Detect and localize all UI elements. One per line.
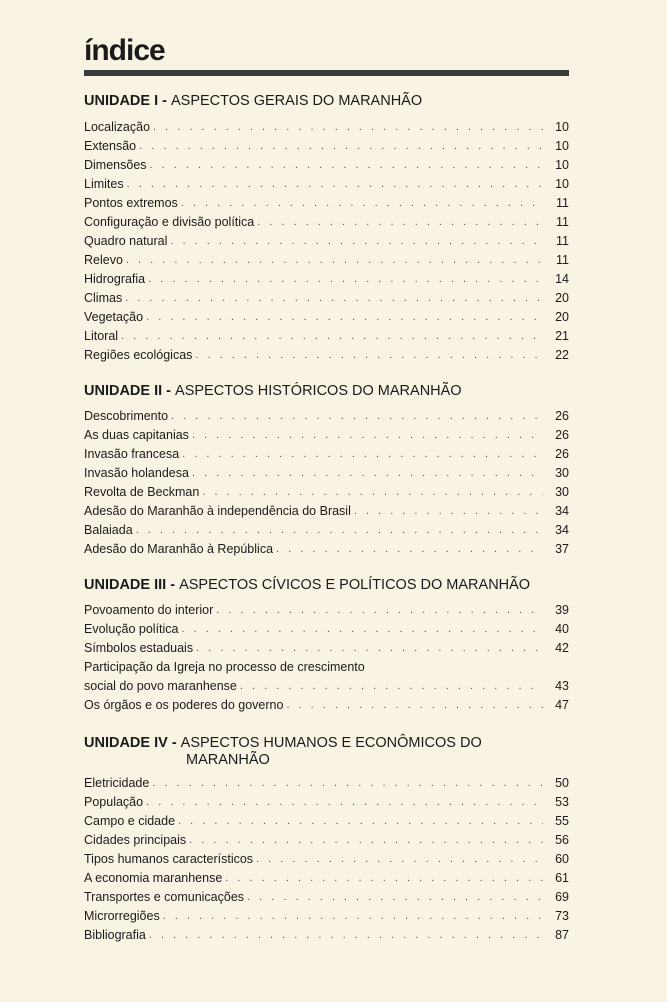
toc-entry[interactable]	[84, 251, 569, 270]
toc-entry[interactable]	[84, 521, 569, 540]
toc-entry[interactable]	[84, 270, 569, 289]
dot-leader	[149, 926, 543, 945]
entry-label: Dimensões	[84, 158, 147, 172]
dot-leader	[192, 464, 543, 483]
dot-leader	[139, 137, 543, 156]
toc-entry[interactable]	[84, 831, 569, 850]
toc-entry[interactable]	[84, 926, 569, 945]
toc-entry[interactable]	[84, 907, 569, 926]
entry-label: Relevo	[84, 253, 123, 267]
dot-leader	[171, 407, 543, 426]
entry-page: 42	[555, 641, 569, 655]
entry-page: 10	[555, 177, 569, 191]
dot-leader	[182, 620, 543, 639]
entry-page: 14	[555, 272, 569, 286]
toc-entry[interactable]	[84, 620, 569, 639]
entry-page: 61	[555, 871, 569, 885]
toc-entry[interactable]	[84, 118, 569, 137]
unit-heading-4	[84, 735, 554, 751]
entry-label: Pontos extremos	[84, 196, 178, 210]
toc-entry[interactable]	[84, 308, 569, 327]
toc-entry[interactable]	[84, 677, 569, 696]
toc-entry[interactable]	[84, 483, 569, 502]
entry-page: 47	[555, 698, 569, 712]
entry-page: 26	[555, 428, 569, 442]
dot-leader	[189, 831, 543, 850]
entry-label: Descobrimento	[84, 409, 169, 423]
toc-entry[interactable]	[84, 540, 569, 559]
unit-heading-1	[84, 93, 554, 109]
unit-name: ASPECTOS GERAIS DO MARANHÃO	[171, 93, 423, 109]
toc-entry[interactable]	[84, 774, 569, 793]
unit-name-line2: MARANHÃO	[186, 752, 270, 768]
toc-entry[interactable]	[84, 175, 569, 194]
title-rule	[84, 70, 569, 76]
dot-leader	[276, 540, 543, 559]
toc-entry[interactable]	[84, 426, 569, 445]
entry-page: 11	[556, 196, 569, 210]
toc-entry[interactable]	[84, 137, 569, 156]
entry-page: 20	[555, 310, 569, 324]
unit-heading-3	[84, 577, 554, 593]
entry-label: Configuração e divisão política	[84, 215, 255, 229]
entry-label: A economia maranhense	[84, 871, 223, 885]
toc-entry[interactable]	[84, 812, 569, 831]
toc-entry[interactable]	[84, 445, 569, 464]
entry-label: Adesão do Maranhão à independência do Brasil	[84, 504, 351, 518]
entry-label: Vegetação	[84, 310, 144, 324]
entry-label: Eletricidade	[84, 776, 150, 790]
dot-leader	[146, 308, 543, 327]
toc-entry[interactable]	[84, 407, 569, 426]
dot-leader	[196, 639, 543, 658]
entry-label: Povoamento do interior	[84, 603, 214, 617]
entry-page: 21	[555, 329, 569, 343]
toc-entry[interactable]	[84, 232, 569, 251]
entry-label: Bibliografia	[84, 928, 146, 942]
dot-leader	[247, 888, 543, 907]
entry-page: 10	[555, 158, 569, 172]
unit-name: ASPECTOS HUMANOS E ECONÔMICOS DO	[180, 735, 482, 751]
toc-entry[interactable]	[84, 464, 569, 483]
toc-entry[interactable]	[84, 502, 569, 521]
entry-page: 10	[555, 120, 569, 134]
entry-page: 53	[555, 795, 569, 809]
entry-label: social do povo maranhense	[84, 679, 237, 693]
unit-prefix: UNIDADE III -	[84, 577, 180, 593]
toc-entry[interactable]	[84, 346, 569, 365]
dot-leader	[126, 251, 543, 270]
entry-label: Regiões ecológicas	[84, 348, 193, 362]
dot-leader	[148, 270, 543, 289]
dot-leader	[354, 502, 543, 521]
toc-entry[interactable]	[84, 696, 569, 715]
entry-page: 26	[555, 447, 569, 461]
dot-leader	[240, 677, 543, 696]
entry-label: População	[84, 795, 144, 809]
toc-entry[interactable]	[84, 327, 569, 346]
page-title: índice	[84, 34, 165, 67]
entry-label: Adesão do Maranhão à República	[84, 542, 274, 556]
toc-entry[interactable]	[84, 289, 569, 308]
entry-label: Hidrografia	[84, 272, 146, 286]
entry-label: Símbolos estaduais	[84, 641, 194, 655]
entry-label: As duas capitanias	[84, 428, 189, 442]
unit-prefix: UNIDADE I -	[84, 93, 171, 109]
entry-first-line: Participação da Igreja no processo de crescimento	[84, 660, 365, 674]
dot-leader	[181, 194, 543, 213]
entry-label: Cidades principais	[84, 833, 187, 847]
entry-page: 56	[555, 833, 569, 847]
entry-page: 22	[555, 348, 569, 362]
entry-label: Climas	[84, 291, 123, 305]
entry-label: Balaiada	[84, 523, 133, 537]
entry-label: Transportes e comunicações	[84, 890, 245, 904]
dot-leader	[286, 696, 543, 715]
dot-leader	[216, 601, 543, 620]
entry-page: 60	[555, 852, 569, 866]
dot-leader	[257, 213, 543, 232]
dot-leader	[195, 346, 543, 365]
toc-entry[interactable]	[84, 869, 569, 888]
toc-entry[interactable]	[84, 156, 569, 175]
dot-leader	[178, 812, 543, 831]
entry-page: 20	[555, 291, 569, 305]
dot-leader	[146, 793, 543, 812]
entry-page: 39	[555, 603, 569, 617]
entry-label: Microrregiões	[84, 909, 160, 923]
toc-entry[interactable]	[84, 194, 569, 213]
entry-page: 34	[555, 504, 569, 518]
dot-leader	[225, 869, 543, 888]
entry-page: 50	[555, 776, 569, 790]
dot-leader	[136, 521, 543, 540]
entry-page: 40	[555, 622, 569, 636]
entry-page: 37	[555, 542, 569, 556]
dot-leader	[256, 850, 543, 869]
entry-label: Limites	[84, 177, 124, 191]
entry-label: Evolução política	[84, 622, 179, 636]
entry-page: 69	[555, 890, 569, 904]
entry-label: Litoral	[84, 329, 119, 343]
toc-entry[interactable]	[84, 850, 569, 869]
entry-page: 34	[555, 523, 569, 537]
entry-page: 87	[555, 928, 569, 942]
entry-label: Quadro natural	[84, 234, 168, 248]
dot-leader	[150, 156, 543, 175]
entry-page: 11	[556, 215, 569, 229]
entry-page: 55	[555, 814, 569, 828]
entry-label: Revolta de Beckman	[84, 485, 200, 499]
toc-entry[interactable]	[84, 793, 569, 812]
entry-label: Os órgãos e os poderes do governo	[84, 698, 284, 712]
unit-prefix: UNIDADE IV -	[84, 735, 181, 751]
entry-label: Tipos humanos característicos	[84, 852, 254, 866]
entry-page: 30	[555, 485, 569, 499]
entry-page: 26	[555, 409, 569, 423]
unit-name: ASPECTOS HISTÓRICOS DO MARANHÃO	[175, 383, 462, 399]
entry-label: Localização	[84, 120, 151, 134]
dot-leader	[153, 118, 543, 137]
dot-leader	[121, 327, 543, 346]
entry-label: Extensão	[84, 139, 137, 153]
entry-page: 11	[556, 253, 569, 267]
entry-label: Campo e cidade	[84, 814, 176, 828]
entry-page: 43	[555, 679, 569, 693]
entry-page: 73	[555, 909, 569, 923]
dot-leader	[182, 445, 543, 464]
toc-entry[interactable]	[84, 888, 569, 907]
dot-leader	[152, 774, 543, 793]
toc-entry[interactable]	[84, 639, 569, 658]
entry-label: Invasão holandesa	[84, 466, 189, 480]
dot-leader	[170, 232, 543, 251]
dot-leader	[127, 175, 543, 194]
dot-leader	[163, 907, 543, 926]
entry-page: 11	[556, 234, 569, 248]
unit-name: ASPECTOS CÍVICOS E POLÍTICOS DO MARANHÃO	[179, 577, 531, 593]
toc-entry[interactable]	[84, 601, 569, 620]
unit-prefix: UNIDADE II -	[84, 383, 176, 399]
entry-page: 30	[555, 466, 569, 480]
entry-page: 10	[555, 139, 569, 153]
dot-leader	[192, 426, 543, 445]
unit-heading-4-line2	[186, 752, 656, 768]
entry-label: Invasão francesa	[84, 447, 180, 461]
dot-leader	[125, 289, 543, 308]
unit-heading-2	[84, 383, 554, 399]
dot-leader	[202, 483, 543, 502]
toc-entry[interactable]	[84, 213, 569, 232]
